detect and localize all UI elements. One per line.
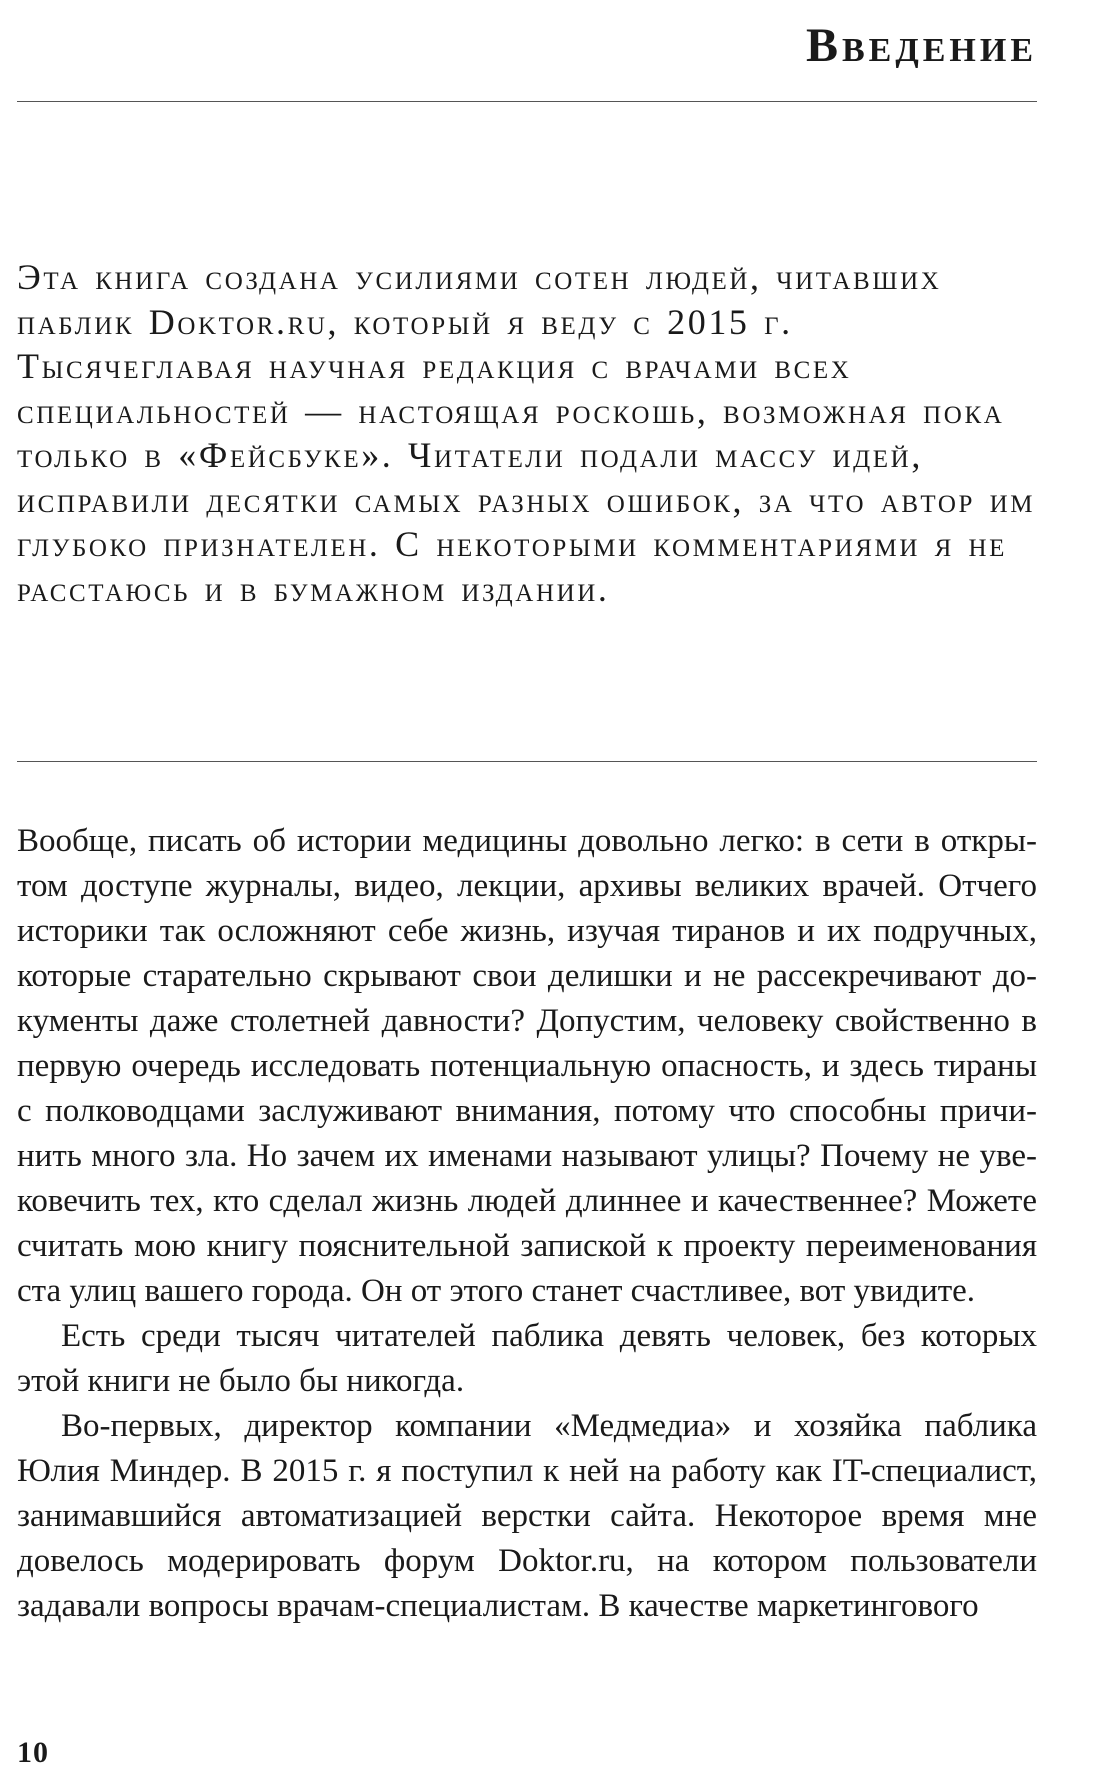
epigraph-divider [17,761,1037,762]
top-divider [17,101,1037,102]
chapter-title: Введение [805,19,1037,72]
body-paragraph: Есть среди тысяч читателей паблика девять человек, без которых этой книги не было бы никогда. [17,1318,1037,1399]
body-paragraph: Вообще, писать об истории медицины довольно легко: в сети в открытом доступе журналы, видео, лекции, архивы великих врачей. Отчего историки так осложняют себе жизнь, изучая тиранов и их подручных, которые старательно скрывают свои делишки и не рассекречивают документы даже столетней давности? Допустим, человеку свойственно в первую очередь исследовать потенциальную опасность, и здесь тираны с полководцами заслуживают внимания, потому что способны причинить много зла. Но зачем их именами называют улицы? Почему не увековечить тех, кто сделал жизнь людей длиннее и качественнее? Можете считать мою книгу пояснительной запиской к проекту переименования ста улиц вашего города. Он от этого станет счастливее, вот увидите. [17,823,1037,1309]
book-page [17,0,1037,1787]
epigraph: Эта книга создана усилиями сотен людей, читавших паблик Doktor.ru, который я веду с 2015 г. Тысячеглавая научная редакция с врачами всех специальностей — настоящая роскошь, возможная пока только в «Фейсбуке». Читатели подали массу идей, исправили десятки самых разных ошибок, за что автор им глубоко признателен. С некоторыми комментариями я не расстаюсь и в бумажном издании. [17,257,1036,609]
body-text [17,819,1037,1629]
page-number: 10 [17,1736,49,1769]
body-paragraph: Во-первых, директор компании «Медмедиа» и хозяйка паблика Юлия Миндер. В 2015 г. я поступил к ней на работу как IT-специалист, занимавшийся автоматизацией верстки сайта. Некоторое время мне довелось модерировать форум Doktor.ru, на котором пользователи задавали вопросы врачам-специалистам. В качестве маркетингового [17,1408,1037,1624]
